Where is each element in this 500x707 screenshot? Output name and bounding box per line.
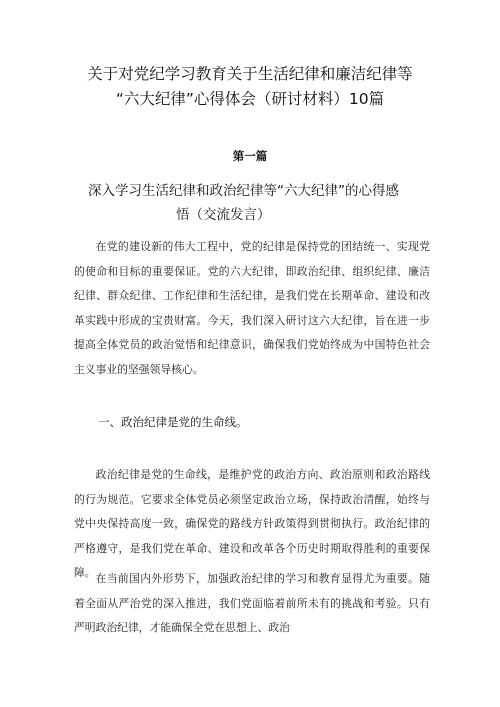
body-paragraph-2: 政治纪律是党的生命线，是维护党的政治方向、政治原则和政治路线的行为规范。它要求全体党员必须坚定政治立场，保持政治清醒，始终与党中央保持高度一致，确保党的路线方针政策得到贯彻执行。政治纪律的严格遵守，是我们党在革命、建设和改革各个历史时期取得胜利的重要保障。 [74,468,430,579]
body-paragraph-1: 在党的建设新的伟大工程中，党的纪律是保持党的团结统一、实现党的使命和目标的重要保证。党的六大纪律，即政治纪律、组织纪律、廉洁纪律、群众纪律、工作纪律和生活纪律，是我们党在长期革命、建设和改革实践中形成的宝贵财富。今天，我们深入研讨这六大纪律，旨在进一步提高全体党员的政治觉悟和纪律意识，确保我们党始终成为中国特色社会主义事业的坚强领导核心。 [74,240,430,376]
document-title [60,62,440,112]
body-paragraph-3: 在当前国内外形势下，加强政治纪律的学习和教育显得尤为重要。随着全面从严治党的深入推进，我们党面临着前所未有的挑战和考验。只有严明政治纪律，才能确保全党在思想上、政治 [74,572,430,634]
article-title-line-1: 深入学习生活纪律和政治纪律等“六大纪律”的心得感 [88,183,399,199]
document-title-line-2: “六大纪律”心得体会（研讨材料）10篇 [115,90,385,108]
section-label: 第一篇 [232,149,268,163]
article-title-line-2: 悟（交流发言） [176,207,271,223]
article-title [88,179,428,227]
section-heading-1: 一、政治纪律是党的生命线。 [98,415,248,429]
document-title-line-1: 关于对党纪学习教育关于生活纪律和廉洁纪律等 [87,65,413,83]
